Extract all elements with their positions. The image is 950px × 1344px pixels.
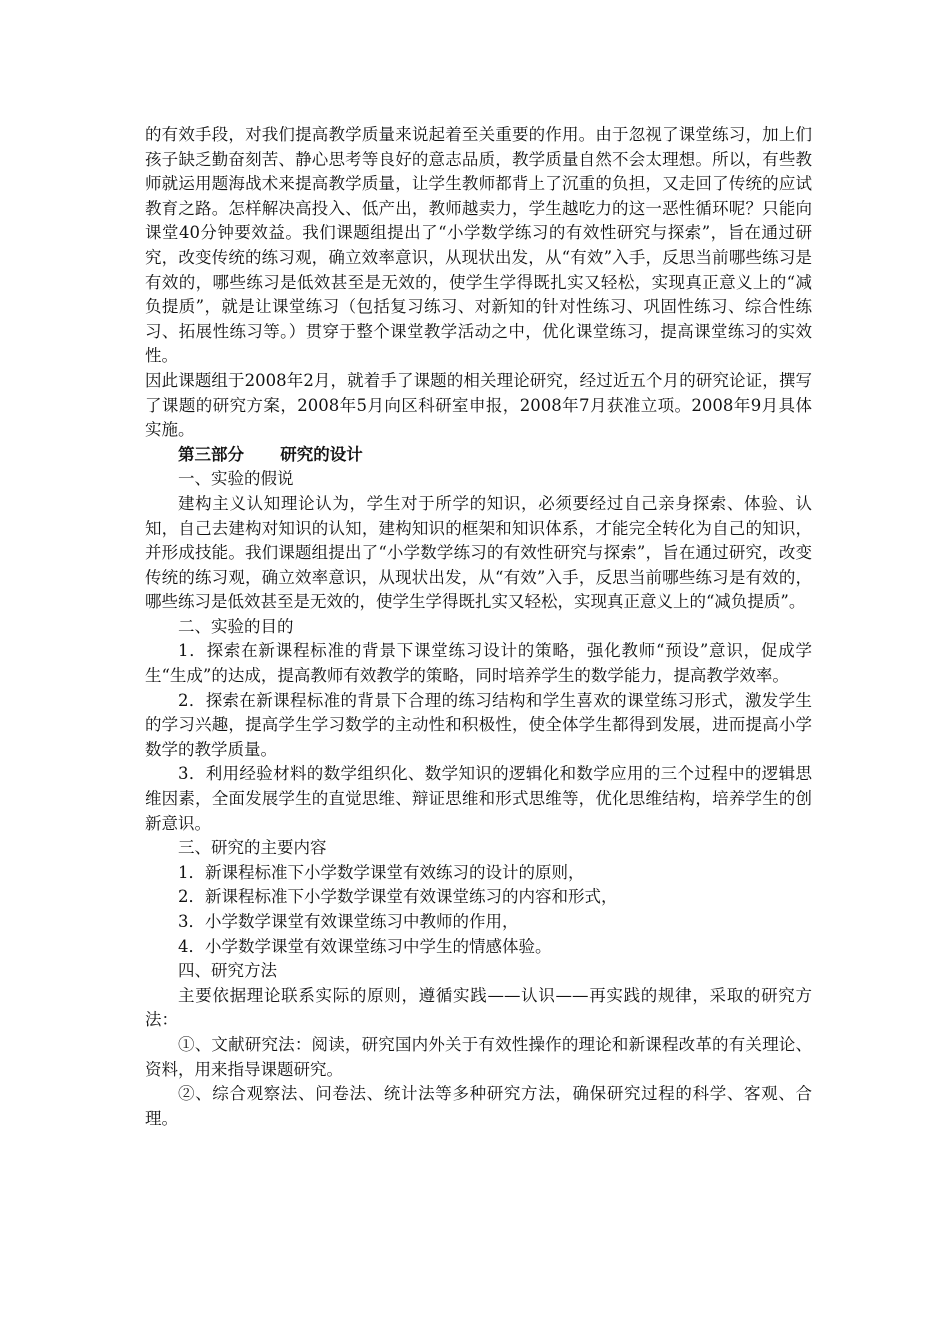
section-2-item: 1．探索在新课程标准的背景下课堂练习设计的策略，强化教师“预设”意识，促成学生“生成”的达成，提高教师有效教学的策略，同时培养学生的数学能力，提高教学效率。 — [145, 641, 812, 686]
section-3-item: 1．新课程标准下小学数学课堂有效练习的设计的原则， — [178, 862, 585, 882]
intro-paragraph-2: 因此课题组于2008年2月，就着手了课题的相关理论研究，经过近五个月的研究论证，撰写了课题的研究方案，2008年5月向区科研室申报，2008年7月获准立项。2008年9月具体实施。 — [145, 370, 812, 440]
section-3-title: 三、研究的主要内容 — [178, 838, 327, 858]
intro-paragraph-1: 的有效手段，对我们提高教学质量来说起着至关重要的作用。由于忽视了课堂练习，加上们孩子缺乏勤奋刻苦、静心思考等良好的意志品质，教学质量自然不会太理想。所以，有些教师就运用题海战术来提高教学质量，让学生教师都背上了沉重的负担，又走回了传统的应试教育之路。怎样解决高投入、低产出，教师越卖力，学生越吃力的这一恶性循环呢？只能向课堂40分钟要效益。我们课题组提出了“小学数学练习的有效性研究与探索”，旨在通过研究，改变传统的练习观，确立效率意识，从现状出发，从“有效”入手，反思当前哪些练习是有效的，哪些练习是低效甚至是无效的，使学生学得既扎实又轻松，实现真正意义上的“减负提质”，就是让课堂练习（包括复习练习、对新知的针对性练习、巩固性练习、综合性练习、拓展性练习等。）贯穿于整个课堂教学活动之中，优化课堂练习，提高课堂练习的实效性。 — [145, 125, 812, 366]
section-2-title: 二、实验的目的 — [178, 616, 294, 636]
section-2-item: 2．探索在新课程标准的背景下合理的练习结构和学生喜欢的课堂练习形式，激发学生的学习兴趣，提高学生学习数学的主动性和积极性，使全体学生都得到发展，进而提高小学数学的教学质量。 — [145, 690, 812, 759]
section-3-item: 2．新课程标准下小学数学课堂有效课堂练习的内容和形式， — [178, 887, 618, 907]
section-1-body: 建构主义认知理论认为，学生对于所学的知识，必须要经过自己亲身探索、体验、认知，自己去建构对知识的认知，建构知识的框架和知识体系，才能完全转化为自己的知识，并形成技能。我们课题组提出了“小学数学练习的有效性研究与探索”，旨在通过研究，改变传统的练习观，确立效率意识，从现状出发，从“有效”入手，反思当前哪些练习是有效的，哪些练习是低效甚至是无效的，使学生学得既扎实又轻松，实现真正意义上的“减负提质”。 — [145, 493, 812, 612]
document-page — [145, 123, 812, 1131]
section-4-title: 四、研究方法 — [178, 961, 277, 981]
part-title: 研究的设计 — [280, 444, 363, 464]
section-1-title: 一、实验的假说 — [178, 469, 294, 489]
section-4-item: ②、综合观察法、问卷法、统计法等多种研究方法，确保研究过程的科学、客观、合理。 — [145, 1084, 812, 1128]
part-number: 第三部分 — [178, 444, 244, 464]
section-3-item: 4．小学数学课堂有效课堂练习中学生的情感体验。 — [178, 936, 552, 956]
section-4-item: ①、文献研究法：阅读，研究国内外关于有效性操作的理论和新课程改革的有关理论、资料，用来指导课题研究。 — [145, 1034, 812, 1079]
section-3-item: 3．小学数学课堂有效课堂练习中教师的作用， — [178, 912, 519, 931]
part-heading — [145, 443, 812, 468]
section-2-item: 3．利用经验材料的数学组织化、数学知识的逻辑化和数学应用的三个过程中的逻辑思维因素，全面发展学生的直觉思维、辩证思维和形式思维等，优化思维结构，培养学生的创新意识。 — [145, 764, 812, 833]
section-4-intro: 主要依据理论联系实际的原则，遵循实践——认识——再实践的规律，采取的研究方法： — [145, 985, 812, 1030]
